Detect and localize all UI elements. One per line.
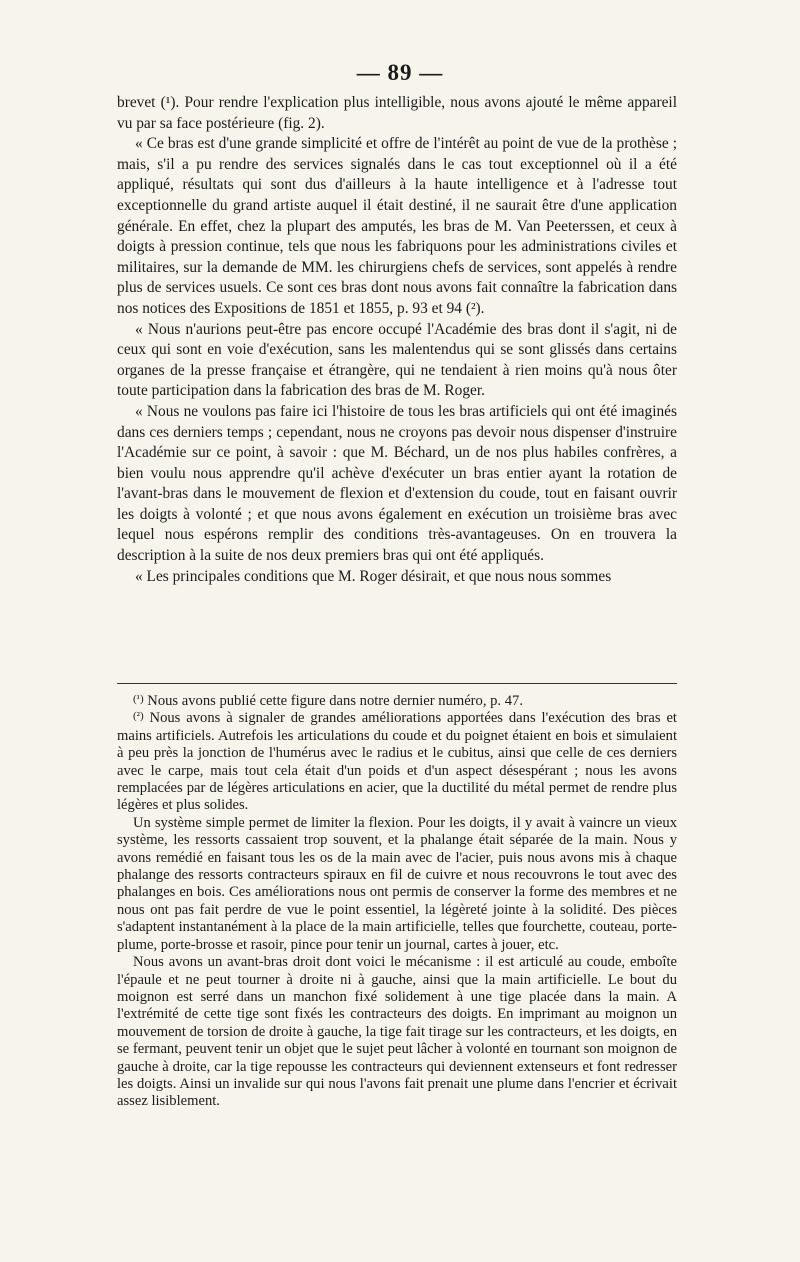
footnotes	[117, 693, 677, 1111]
paragraph: brevet (¹). Pour rendre l'explication plus intelligible, nous avons ajouté le même appareil vu par sa face postérieure (fig. 2).	[117, 94, 677, 132]
footnote	[117, 815, 677, 954]
main-text	[117, 93, 677, 587]
paragraph: « Nous n'aurions peut-être pas encore occupé l'Académie des bras dont il s'agit, ni de ceux qui sont en voie d'exécution, sans les malentendus qui se sont glissés dans certains organes de la presse française et étrangère, qui ne tendaient à rien moins qu'à nous ôter toute participation dans la fabrication des bras de M. Roger.	[117, 320, 677, 400]
paragraph: « Nous ne voulons pas faire ici l'histoire de tous les bras artificiels qui ont été imaginés dans ces derniers temps ; cependant, nous ne croyons pas devoir nous dispenser d'instruire l'Académie sur ce point, à savoir : que M. Béchard, un de nos plus habiles confrères, a bien voulu nous apprendre qu'il achève d'exécuter un bras entier ayant la rotation de l'avant-bras dans le mouvement de flexion et d'extension du coude, tout en faisant ouvrir les doigts à volonté ; et que nous avons également en exécution un troisième bras avec lequel nous espérons remplir des conditions très-avantageuses. On en trouvera la description à la suite de nos deux premiers bras qui ont été appliqués.	[117, 402, 677, 565]
footnote-mark: (¹)	[133, 693, 144, 705]
paragraph: « Ce bras est d'une grande simplicité et offre de l'intérêt au point de vue de la prothèse ; mais, s'il a pu rendre des services signalés dans le cas tout exceptionnel où il a été appliqué, résultats qui sont dus d'ailleurs à la haute intelligence et à l'adresse tout exceptionnelle du grand artiste auquel il était destiné, il ne saurait être d'une application générale. En effet, chez la plupart des amputés, les bras de M. Van Peeterssen, et ceux à doigts à pression continue, tels que nous les fabriquons pour les administrations civiles et militaires, sur la demande de MM. les chirurgiens chefs de services, sont appelés à rendre plus de services usuels. Ce sont ces bras dont nous avons fait connaître la fabrication dans nos notices des Expositions de 1851 et 1855, p. 93 et 94 (²).	[117, 135, 677, 317]
footnote-text: Nous avons publié cette figure dans notre dernier numéro, p. 47.	[147, 693, 523, 709]
footnote	[117, 954, 677, 1111]
page-number: — 89 —	[356, 60, 444, 85]
footnote	[117, 710, 677, 814]
footnote-text: Un système simple permet de limiter la flexion. Pour les doigts, il y avait à vaincre un vieux système, les ressorts cassaient trop souvent, et la phalange était séparée de la main. Nous y avons remédié en faisant tous les os de la main avec de l'acier, puis nous avons mis à chaque phalange des ressorts contracteurs spiraux en fil de cuivre et nous recouvrons le tout avec des phalanges en bois. Ces améliorations nous ont permis de conserver la forme des membres et ne nous ont pas fait perdre de vue le point essentiel, la légèreté jointe à la solidité. Des pièces s'adaptent instantanément à la place de la main artificielle, telles que fourchette, couteau, porte-plume, porte-brosse et rasoir, pince pour tenir un journal, cartes à jouer, etc.	[117, 814, 677, 953]
footnote-divider	[117, 683, 677, 684]
footnote-text: Nous avons un avant-bras droit dont voici le mécanisme : il est articulé au coude, emboîte l'épaule et ne peut tourner à droite ni à gauche, ainsi que la main artificielle. Le bout du moignon est serré dans un manchon fixé solidement à une tige placée dans la main. A l'extrémité de cette tige sont fixés les contracteurs des doigts. En imprimant au moignon un mouvement de torsion de droite à gauche, la tige fait tirage sur les contracteurs, et les doigts, en se fermant, peuvent tenir un objet que le sujet peut lâcher à volonté en tournant son moignon de gauche à droite, car la tige repousse les contracteurs qui deviennent extenseurs et font redresser les doigts. Ainsi un invalide sur qui nous l'avons fait prenait une plume dans l'encrier et écrivait assez lisiblement.	[117, 954, 677, 1110]
footnote-mark: (²)	[133, 710, 144, 723]
paragraph: « Les principales conditions que M. Roger désirait, et que nous nous sommes	[135, 567, 612, 585]
footnote	[117, 693, 677, 710]
footnote-text: Nous avons à signaler de grandes améliorations apportées dans l'exécution des bras et mains artificiels. Autrefois les articulations du coude et du poignet étaient en bois et simulaient à peu près la jonction de l'humérus avec le radius et le cubitus, ainsi que celle de ces derniers avec le carpe, mais tout cela était d'un poids et d'un aspect désespérant ; nous les avons remplacées par de légères articulations en acier, que la ductilité du métal permet de rendre plus légères et plus solides.	[117, 710, 677, 814]
